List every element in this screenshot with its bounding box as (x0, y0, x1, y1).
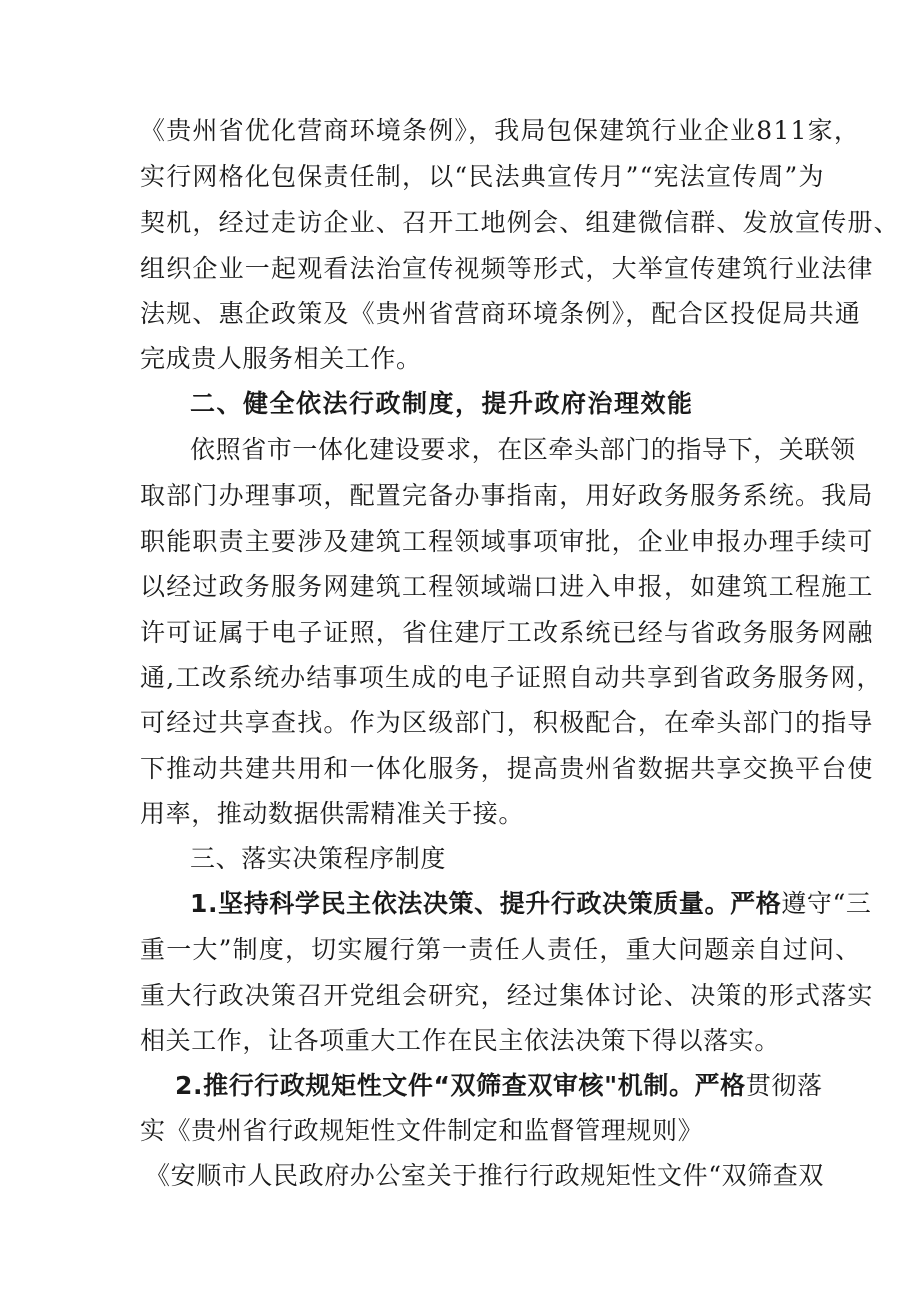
paragraph-line (190, 887, 871, 921)
paragraph-line: 相关工作，让各项重大工作在民主依法决策下得以落实。 (140, 1026, 781, 1055)
lead-rest-text: 遵守“三 (781, 889, 872, 918)
paragraph-line: 通,工改系统办结事项生成的电子证照自动共享到省政务服务网， (140, 663, 883, 692)
paragraph-line: 取部门办理事项，配置完备办事指南，用好政务服务系统。我局 (140, 481, 874, 510)
paragraph-line: 组织企业一起观看法治宣传视频等形式，大举宣传建筑行业法律 (140, 254, 874, 283)
paragraph-line: 重大行政决策召开党组会研究，经过集体讨论、决策的形式落实 (140, 981, 874, 1010)
paragraph-line: 实行网格化包保责任制，以“民法典宣传月”“宪法宣传周”为 (140, 162, 825, 191)
lead-rest-text: 贯彻落 (745, 1071, 823, 1100)
section-heading-2: 二、健全依法行政制度，提升政府治理效能 (190, 389, 694, 418)
paragraph-line: 可经过共享查找。作为区级部门，积极配合，在牵头部门的指导 (140, 708, 874, 737)
paragraph-line: 《安顺市人民政府办公室关于推行行政规矩性文件“双筛查双 (145, 1161, 824, 1190)
paragraph-line: 许可证属于电子证照，省住建厅工改系统已经与省政务服务网融 (140, 618, 874, 647)
bold-lead-text: 1.坚持科学民主依法决策、提升行政决策质量。严格 (190, 889, 782, 918)
paragraph-line (175, 1069, 823, 1103)
paragraph-line: 下推动共建共用和一体化服务，提高贵州省数据共享交换平台使 (140, 754, 874, 783)
paragraph-line: 《贵州省优化营商环境条例》，我局包保建筑行业企业811家， (140, 116, 861, 145)
paragraph-line: 完成贵人服务相关工作。 (140, 344, 422, 373)
section-heading-3: 三、落实决策程序制度 (190, 844, 447, 873)
paragraph-line: 重一大”制度，切实履行第一责任人责任，重大问题亲自过问、 (140, 935, 862, 964)
paragraph-line: 法规、惠企政策及《贵州省营商环境条例》，配合区投促局共通 (140, 299, 862, 328)
paragraph-line: 用率，推动数据供需精准关于接。 (140, 799, 525, 828)
bold-lead-text: 2.推行行政规矩性文件“双筛查双审核"机制。严格 (175, 1071, 746, 1100)
paragraph-line: 依照省市一体化建设要求，在区牵头部门的指导下，关联领 (190, 435, 856, 464)
paragraph-line: 实《贵州省行政规矩性文件制定和监督管理规则》 (140, 1116, 704, 1145)
paragraph-line: 以经过政务服务网建筑工程领域端口进入申报，如建筑工程施工 (140, 572, 874, 601)
paragraph-line: 职能职责主要涉及建筑工程领域事项审批，企业申报办理手续可 (140, 527, 874, 556)
paragraph-line: 契机，经过走访企业、召开工地例会、组建微信群、发放宣传册、 (140, 208, 900, 237)
